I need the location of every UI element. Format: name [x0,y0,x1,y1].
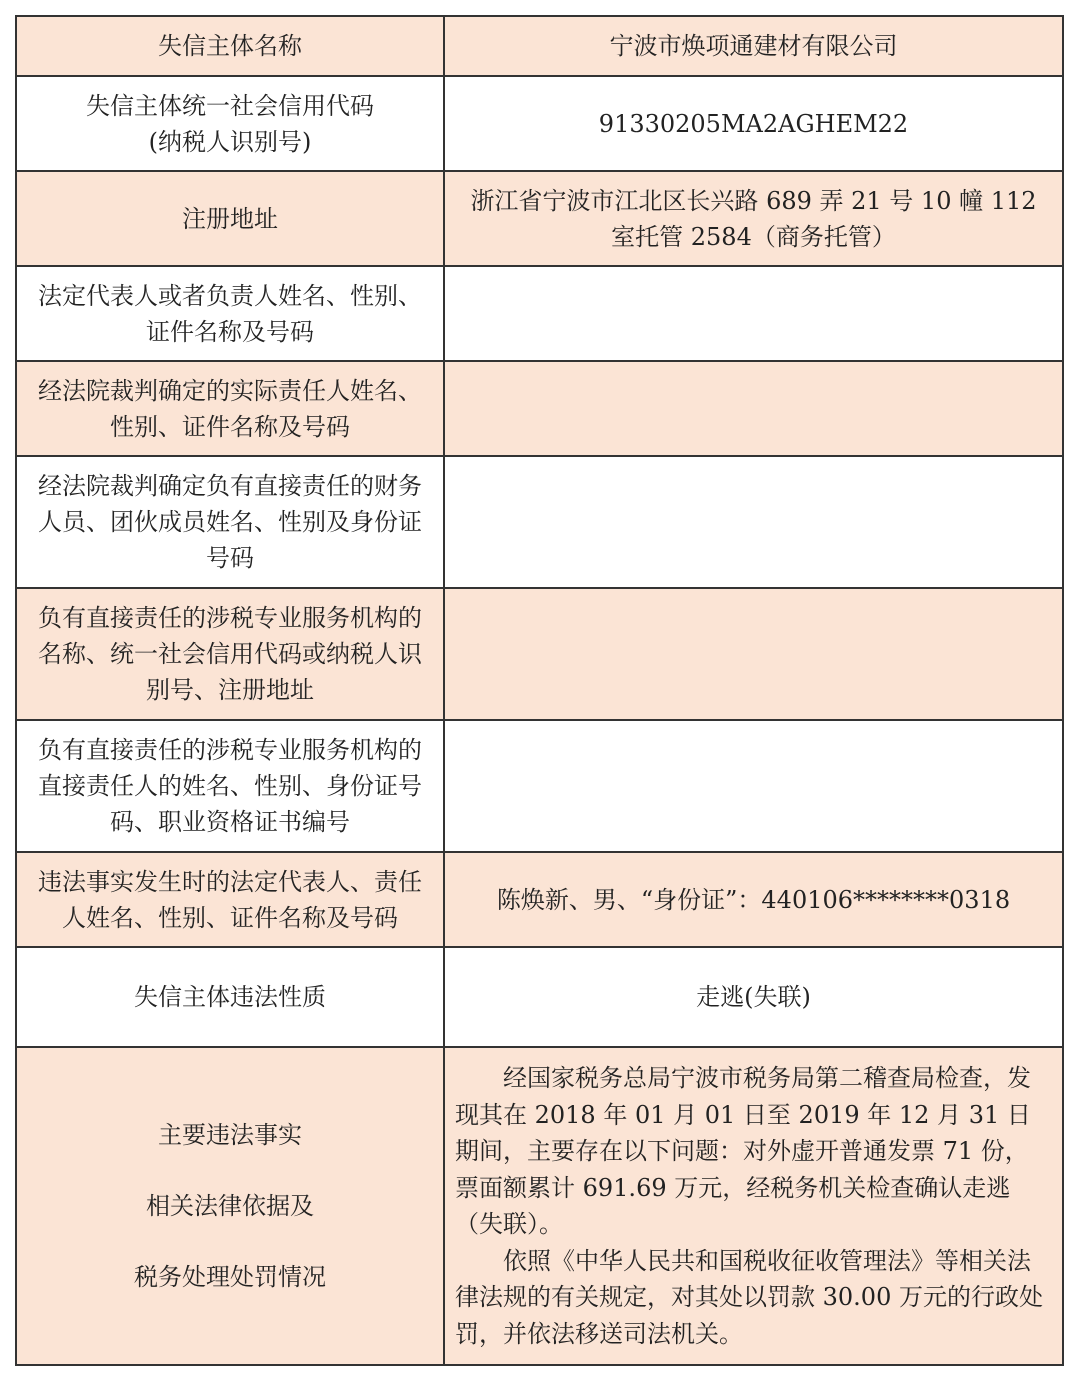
table-row [16,266,1063,361]
row-label [16,76,444,171]
table-row [16,171,1063,266]
row-value: 浙江省宁波市江北区长兴路 689 弄 21 号 10 幢 112 室托管 2584（商务托管） [444,171,1063,266]
row-value: 走逃(失联) [444,947,1063,1047]
table-row [16,16,1063,76]
row-value [444,266,1063,361]
dishonest-entity-table [15,15,1064,1366]
facts-label-legal-basis: 相关法律依据及 [146,1192,314,1220]
facts-label-violations: 主要违法事实 [158,1121,302,1149]
facts-label-penalty: 税务处理处罚情况 [134,1263,326,1291]
row-value: 宁波市焕项通建材有限公司 [444,16,1063,76]
row-label: 注册地址 [16,171,444,266]
table-row [16,76,1063,171]
row-label: 失信主体违法性质 [16,947,444,1047]
facts-paragraph-penalty: 依照《中华人民共和国税收征收管理法》等相关法律法规的有关规定，对其处以罚款 30.00 万元的行政处罚，并依法移送司法机关。 [455,1246,1043,1348]
row-label-text: 失信主体统一社会信用代码 (纳税人识别号) [86,91,374,156]
facts-label-cell [16,1047,444,1365]
row-label: 违法事实发生时的法定代表人、责任人姓名、性别、证件名称及号码 [16,852,444,947]
row-label: 经法院裁判确定的实际责任人姓名、性别、证件名称及号码 [16,361,444,456]
row-label: 失信主体名称 [16,16,444,76]
row-value [444,588,1063,720]
row-value [444,456,1063,588]
table-row-facts [16,1047,1063,1365]
row-value [444,720,1063,852]
row-value [444,361,1063,456]
row-label: 经法院裁判确定负有直接责任的财务人员、团伙成员姓名、性别及身份证号码 [16,456,444,588]
row-label: 负有直接责任的涉税专业服务机构的直接责任人的姓名、性别、身份证号码、职业资格证书编号 [16,720,444,852]
facts-label-stack [27,1117,433,1295]
row-value: 陈焕新、男、“身份证”：440106********0318 [444,852,1063,947]
row-label: 法定代表人或者负责人姓名、性别、证件名称及号码 [16,266,444,361]
row-value: 91330205MA2AGHEM22 [444,76,1063,171]
table-row [16,456,1063,588]
row-label: 负有直接责任的涉税专业服务机构的名称、统一社会信用代码或纳税人识别号、注册地址 [16,588,444,720]
table-row [16,361,1063,456]
table-row [16,852,1063,947]
table-row [16,720,1063,852]
facts-paragraph-inspection: 经国家税务总局宁波市税务局第二稽查局检查，发现其在 2018 年 01 月 01 日至 2019 年 12 月 31 日期间，主要存在以下问题：对外虚开普通发票 71 份，票面额累计 691.69 万元，经税务机关检查确认走逃（失联）。 [455,1064,1031,1238]
table-row [16,588,1063,720]
facts-value-cell [444,1047,1063,1365]
table-row [16,947,1063,1047]
